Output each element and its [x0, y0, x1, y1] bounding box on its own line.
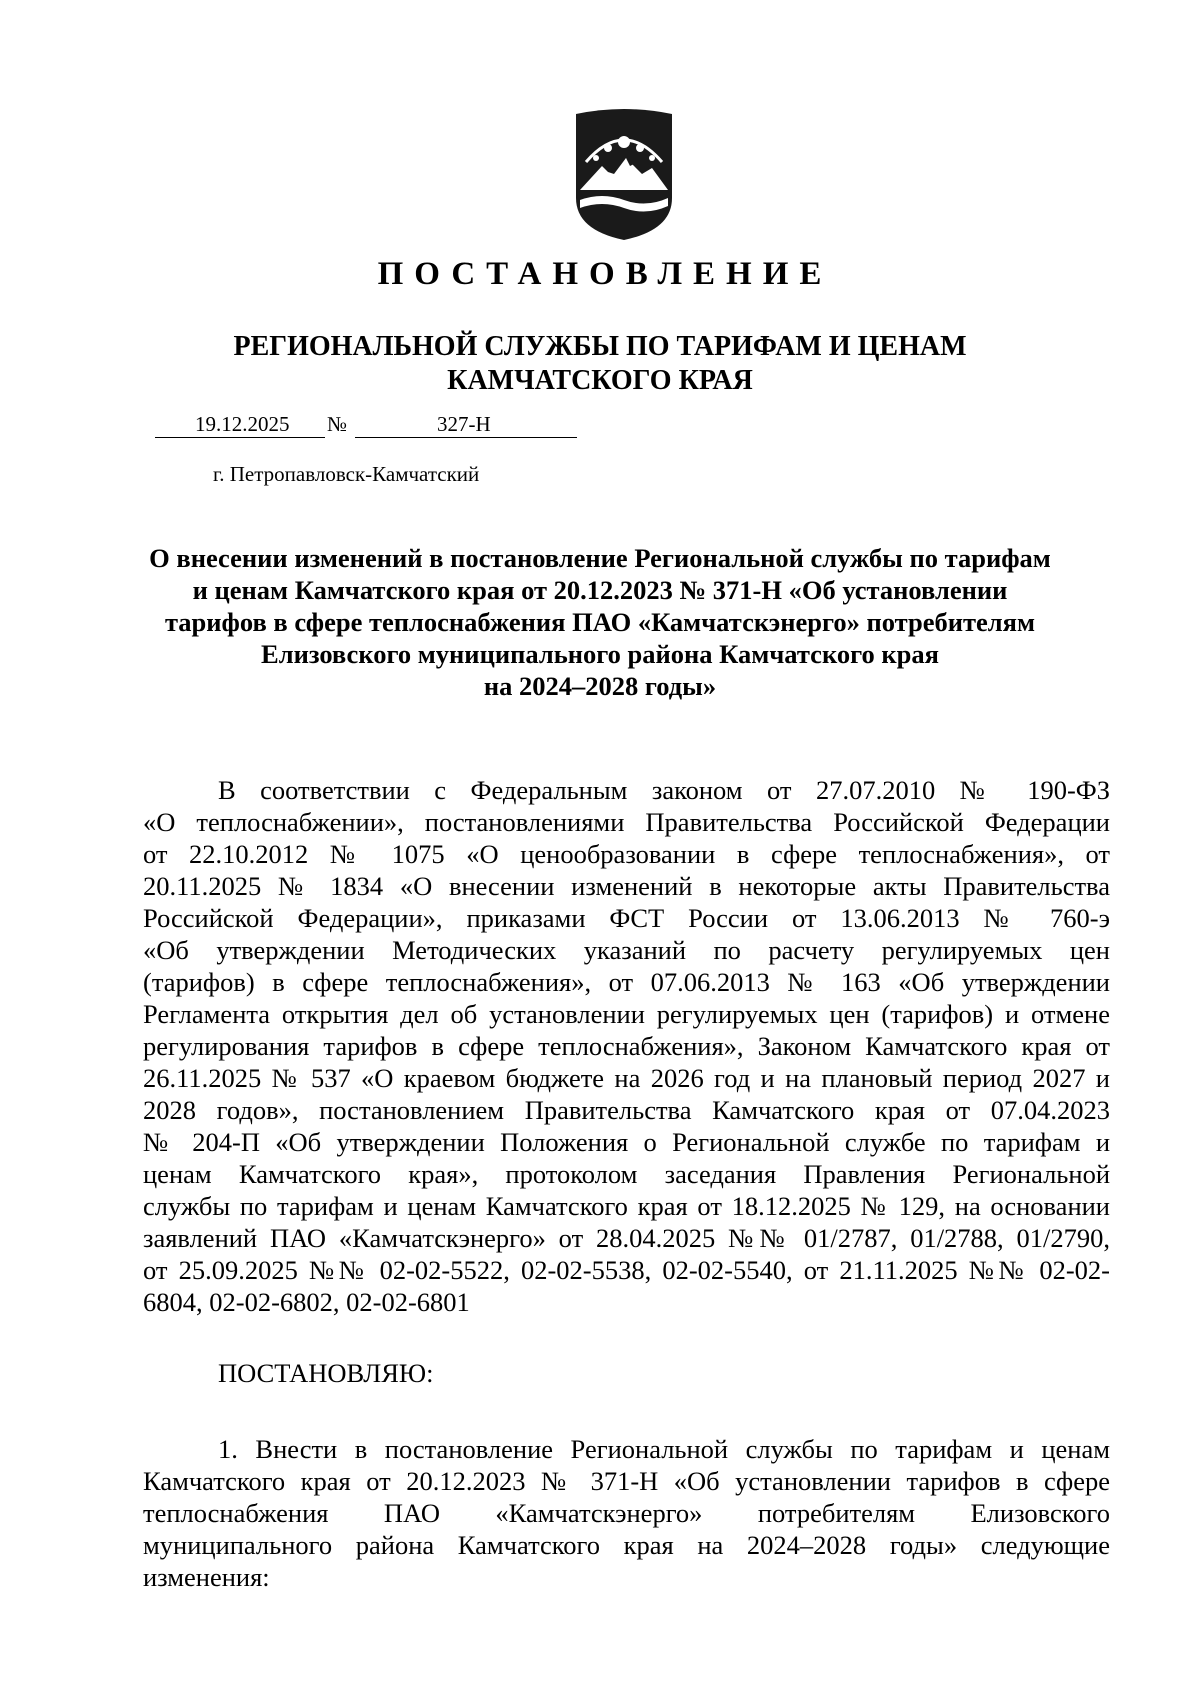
subject-line: О внесении изменений в постановление Региональной службы по тарифам: [149, 543, 1051, 573]
paragraph-line: 2028 годов», постановлением Правительства Камчатского края от 07.04.2023: [143, 1095, 1110, 1125]
paragraph-line: регулирования тарифов в сфере теплоснабжения», Законом Камчатского края от: [143, 1031, 1110, 1061]
preamble-paragraph: [143, 774, 1110, 1318]
paragraph-line: теплоснабжения ПАО «Камчатскэнерго» потребителям Елизовского: [143, 1498, 1110, 1528]
subject-line: тарифов в сфере теплоснабжения ПАО «Камчатскэнерго» потребителям: [164, 607, 1036, 637]
number-sign: №: [327, 412, 348, 436]
paragraph-line: В соответствии с Федеральным законом от 27.07.2010 № 190-ФЗ: [218, 775, 1110, 805]
subject-line: и ценам Камчатского края от 20.12.2023 № 371-Н «Об установлении: [192, 575, 1008, 605]
paragraph-line: № 204-П «Об утверждении Положения о Региональной службе по тарифам и: [143, 1127, 1110, 1157]
paragraph-line: 26.11.2025 № 537 «О краевом бюджете на 2026 год и на плановый период 2027 и: [143, 1063, 1110, 1093]
paragraph-line: от 22.10.2012 № 1075 «О ценообразовании в сфере теплоснабжения», от: [143, 839, 1110, 869]
subject-line: на 2024–2028 годы»: [483, 671, 717, 701]
item-1-paragraph: [143, 1433, 1110, 1593]
registration-number: 327-Н: [437, 412, 491, 436]
paragraph-line: Регламента открытия дел об установлении регулируемых цен (тарифов) и отмене: [143, 999, 1110, 1029]
issuer-line: КАМЧАТСКОГО КРАЯ: [447, 365, 753, 396]
paragraph-line: службы по тарифам и ценам Камчатского края от 18.12.2025 № 129, на основании: [143, 1191, 1110, 1221]
paragraph-line: от 25.09.2025 №№ 02-02-5522, 02-02-5538, 02-02-5540, от 21.11.2025 №№ 02-02-: [143, 1255, 1110, 1285]
paragraph-line: (тарифов) в сфере теплоснабжения», от 07.06.2013 № 163 «Об утверждении: [143, 967, 1110, 997]
document-subject: [100, 542, 1100, 702]
paragraph-line: Российской Федерации», приказами ФСТ России от 13.06.2013 № 760-э: [143, 903, 1110, 933]
coat-of-arms-icon: [572, 108, 676, 242]
paragraph-line: муниципального района Камчатского края на 2024–2028 годы» следующие: [143, 1530, 1110, 1560]
subject-line: Елизовского муниципального района Камчатского края: [261, 639, 939, 669]
registration-date: 19.12.2025: [195, 412, 290, 436]
paragraph-line: Камчатского края от 20.12.2023 № 371-Н «Об установлении тарифов в сфере: [143, 1466, 1110, 1496]
issuer-title: [150, 330, 1050, 398]
paragraph-line: изменения:: [143, 1562, 270, 1592]
paragraph-line: 6804, 02-02-6802, 02-02-6801: [143, 1287, 470, 1317]
issuer-line: РЕГИОНАЛЬНОЙ СЛУЖБЫ ПО ТАРИФАМ И ЦЕНАМ: [233, 331, 967, 362]
registration-date-field: [155, 411, 325, 438]
paragraph-line: заявлений ПАО «Камчатскэнерго» от 28.04.2025 №№ 01/2787, 01/2788, 01/2790,: [143, 1223, 1110, 1253]
paragraph-line: «О теплоснабжении», постановлениями Правительства Российской Федерации: [143, 807, 1110, 837]
registration-number-field: [355, 411, 577, 438]
paragraph-line: ценам Камчатского края», протоколом заседания Правления Региональной: [143, 1159, 1110, 1189]
city: г. Петропавловск-Камчатский: [213, 462, 480, 486]
paragraph-line: «Об утверждении Методических указаний по расчету регулируемых цен: [143, 935, 1110, 965]
paragraph-line: 1. Внести в постановление Региональной службы по тарифам и ценам: [218, 1434, 1110, 1464]
document-type-title: ПОСТАНОВЛЕНИЕ: [377, 256, 833, 292]
paragraph-line: 20.11.2025 № 1834 «О внесении изменений в некоторые акты Правительства: [143, 871, 1110, 901]
decree-word: ПОСТАНОВЛЯЮ:: [218, 1358, 434, 1388]
